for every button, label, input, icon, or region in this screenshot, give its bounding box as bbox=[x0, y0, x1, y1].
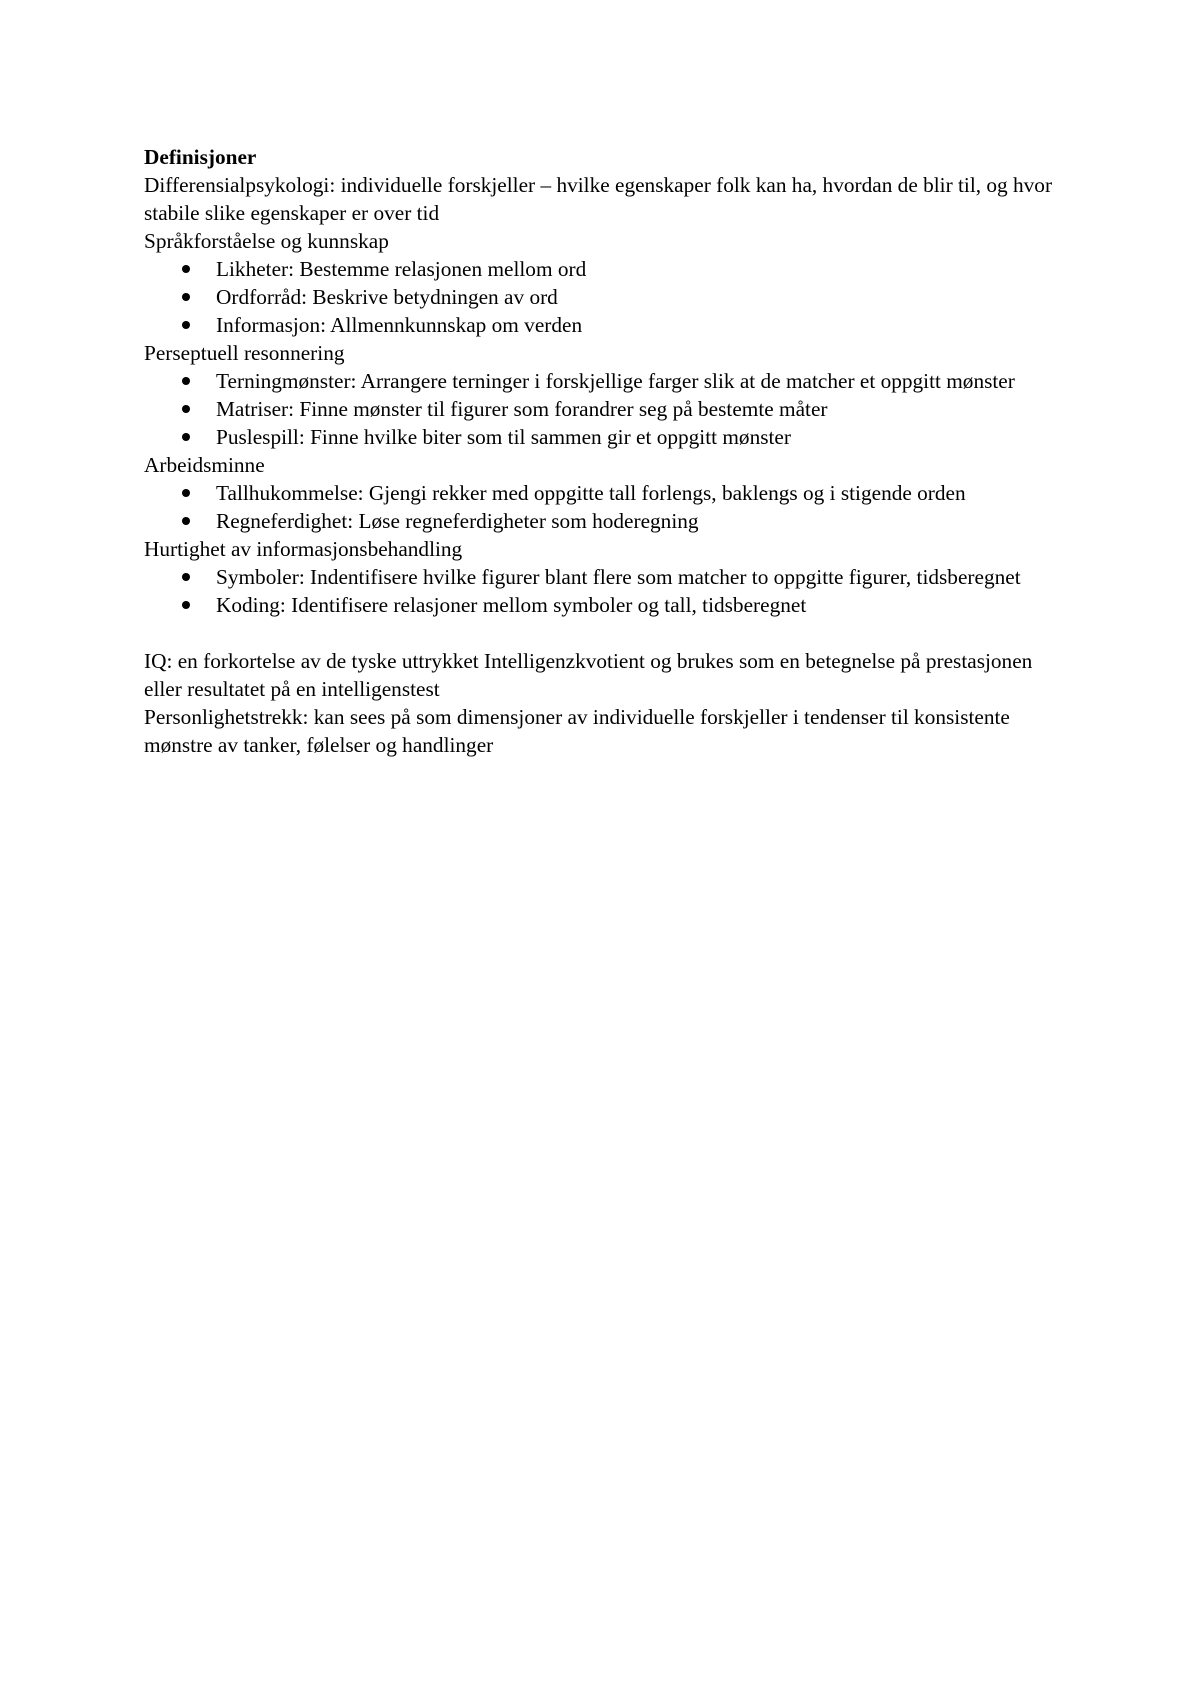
list-item: Ordforråd: Beskrive betydningen av ord bbox=[216, 283, 1064, 311]
list-item: Koding: Identifisere relasjoner mellom symboler og tall, tidsberegnet bbox=[216, 591, 1064, 619]
list-item: Matriser: Finne mønster til figurer som forandrer seg på bestemte måter bbox=[216, 395, 1064, 423]
section-title-perceptual: Perseptuell resonnering bbox=[144, 341, 345, 365]
list-item: Likheter: Bestemme relasjonen mellom ord bbox=[216, 255, 1064, 283]
section-list-language bbox=[144, 255, 1064, 339]
section-title-processing-speed: Hurtighet av informasjonsbehandling bbox=[144, 537, 463, 561]
bullet-icon bbox=[182, 321, 190, 329]
bullet-icon bbox=[182, 293, 190, 301]
page-title: Definisjoner bbox=[144, 145, 257, 169]
bullet-icon bbox=[182, 405, 190, 413]
bullet-icon bbox=[182, 573, 190, 581]
bullet-icon bbox=[182, 489, 190, 497]
bullet-icon bbox=[182, 433, 190, 441]
intro-definition: Differensialpsykologi: individuelle forskjeller – hvilke egenskaper folk kan ha, hvordan de blir til, og hvor stabile slike egenskaper er over tid bbox=[144, 173, 1053, 225]
section-list-processing-speed bbox=[144, 563, 1064, 619]
bullet-icon bbox=[182, 601, 190, 609]
list-item: Terningmønster: Arrangere terninger i forskjellige farger slik at de matcher et oppgitt mønster bbox=[216, 367, 1064, 395]
list-item: Symboler: Indentifisere hvilke figurer blant flere som matcher to oppgitte figurer, tidsberegnet bbox=[216, 563, 1064, 591]
section-title-language: Språkforståelse og kunnskap bbox=[144, 229, 389, 253]
bullet-icon bbox=[182, 265, 190, 273]
section-title-working-memory: Arbeidsminne bbox=[144, 453, 265, 477]
paragraph-spacer bbox=[144, 619, 1064, 647]
list-item: Puslespill: Finne hvilke biter som til sammen gir et oppgitt mønster bbox=[216, 423, 1064, 451]
list-item: Regneferdighet: Løse regneferdigheter som hoderegning bbox=[216, 507, 1064, 535]
list-item: Tallhukommelse: Gjengi rekker med oppgitte tall forlengs, baklengs og i stigende orden bbox=[216, 479, 1064, 507]
list-item: Informasjon: Allmennkunnskap om verden bbox=[216, 311, 1064, 339]
iq-definition: IQ: en forkortelse av de tyske uttrykket Intelligenzkvotient og brukes som en betegnelse på prestasjonen eller resultatet på en intelligenstest bbox=[144, 649, 1033, 701]
section-list-perceptual bbox=[144, 367, 1064, 451]
document-body bbox=[144, 143, 1064, 759]
bullet-icon bbox=[182, 377, 190, 385]
bullet-icon bbox=[182, 517, 190, 525]
section-list-working-memory bbox=[144, 479, 1064, 535]
personality-definition: Personlighetstrekk: kan sees på som dimensjoner av individuelle forskjeller i tendenser til konsistente mønstre av tanker, følelser og handlinger bbox=[144, 705, 1010, 757]
